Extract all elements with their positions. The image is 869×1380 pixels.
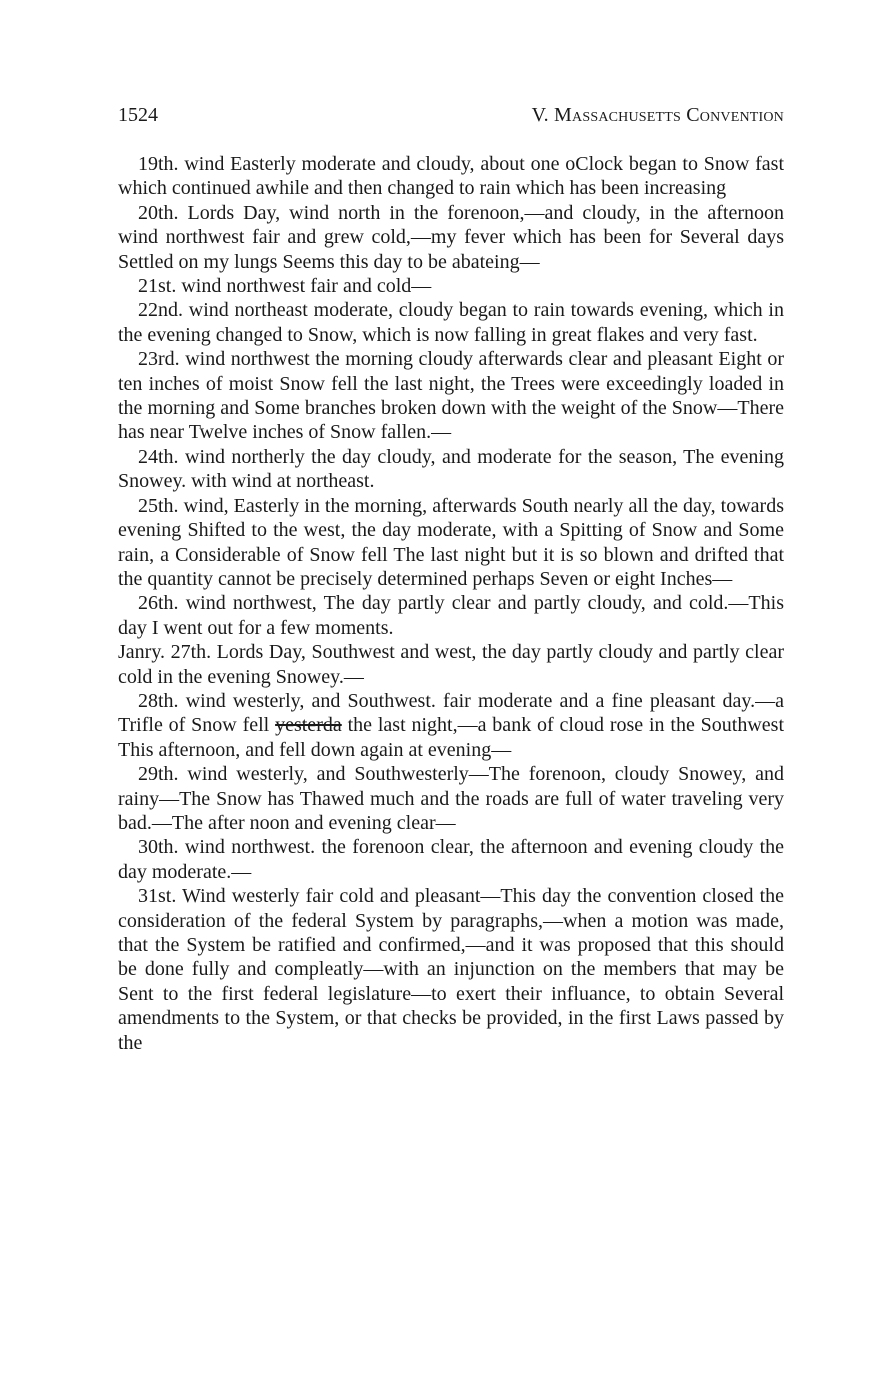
entry-28th-text-after: the last night,—a bank of cloud rose in the Southwest This afternoon, and fell down again at evening— [118, 714, 785, 761]
entry-29th: 29th. wind westerly, and Southwesterly—The forenoon, cloudy Snowey, and rainy—The Snow has Thawed much and the roads are full of water traveling very bad.—The after noon and evening clear— [118, 763, 784, 834]
document-page [118, 104, 784, 1055]
entry-26th: 26th. wind northwest, The day partly clear and partly cloudy, and cold.—This day I went out for a few moments. [118, 592, 784, 639]
entry-31st: 31st. Wind westerly fair cold and pleasant—This day the convention closed the consideration of the federal System by paragraphs,—when a motion was made, that the System be ratified and confirmed,—and it was proposed that this should be done fully and compleatly—with an injunction on the members that may be Sent to the first federal legislature—to exert their influance, to obtain Several amendments to the System, or that checks be provided, in the first Laws passed by the [118, 885, 784, 1054]
entry-janry-27th: Janry. 27th. Lords Day, Southwest and west, the day partly cloudy and partly clear cold in the evening Snowey.— [118, 641, 784, 688]
entry-21st: 21st. wind northwest fair and cold— [138, 275, 432, 298]
entry-23rd: 23rd. wind northwest the morning cloudy afterwards clear and pleasant Eight or ten inches of moist Snow fell the last night, the Trees were exceedingly loaded in the morning and Some branches broken down with the weight of the Snow—There has near Twelve inches of Snow fallen.— [118, 348, 784, 444]
entry-22nd: 22nd. wind northeast moderate, cloudy began to rain towards evening, which in the evening changed to Snow, which is now falling in great flakes and very fast. [118, 299, 784, 346]
entry-19th: 19th. wind Easterly moderate and cloudy, about one oClock began to Snow fast which continued awhile and then changed to rain which has been increasing [118, 153, 784, 200]
struck-word: yesterda [275, 714, 342, 737]
entry-30th: 30th. wind northwest. the forenoon clear, the afternoon and evening cloudy the day moderate.— [118, 836, 784, 883]
running-title: V. Massachusetts Convention [531, 104, 784, 126]
entry-25th: 25th. wind, Easterly in the morning, afterwards South nearly all the day, towards evening Shifted to the west, the day moderate, with a Spitting of Snow and Some rain, a Considerable of Snow fell The last night but it is so blown and drifted that the quantity cannot be precisely determined perhaps Seven or eight Inches— [118, 494, 784, 590]
entry-24th: 24th. wind northerly the day cloudy, and moderate for the season, The evening Snowey. with wind at northeast. [118, 445, 784, 493]
running-head [118, 104, 784, 138]
entry-20th: 20th. Lords Day, wind north in the forenoon,—and cloudy, in the afternoon wind northwest fair and grew cold,—my fever which has been for Several days Settled on my lungs Seems this day to be abateing— [118, 201, 784, 273]
page-number: 1524 [118, 104, 158, 126]
diary-entries [118, 152, 784, 1055]
entry-28th-text-before: 28th. wind westerly, and Southwest. fair moderate and a fine pleasant day.—a Trifle of Snow fell [118, 689, 784, 737]
entry-28th [118, 689, 784, 762]
